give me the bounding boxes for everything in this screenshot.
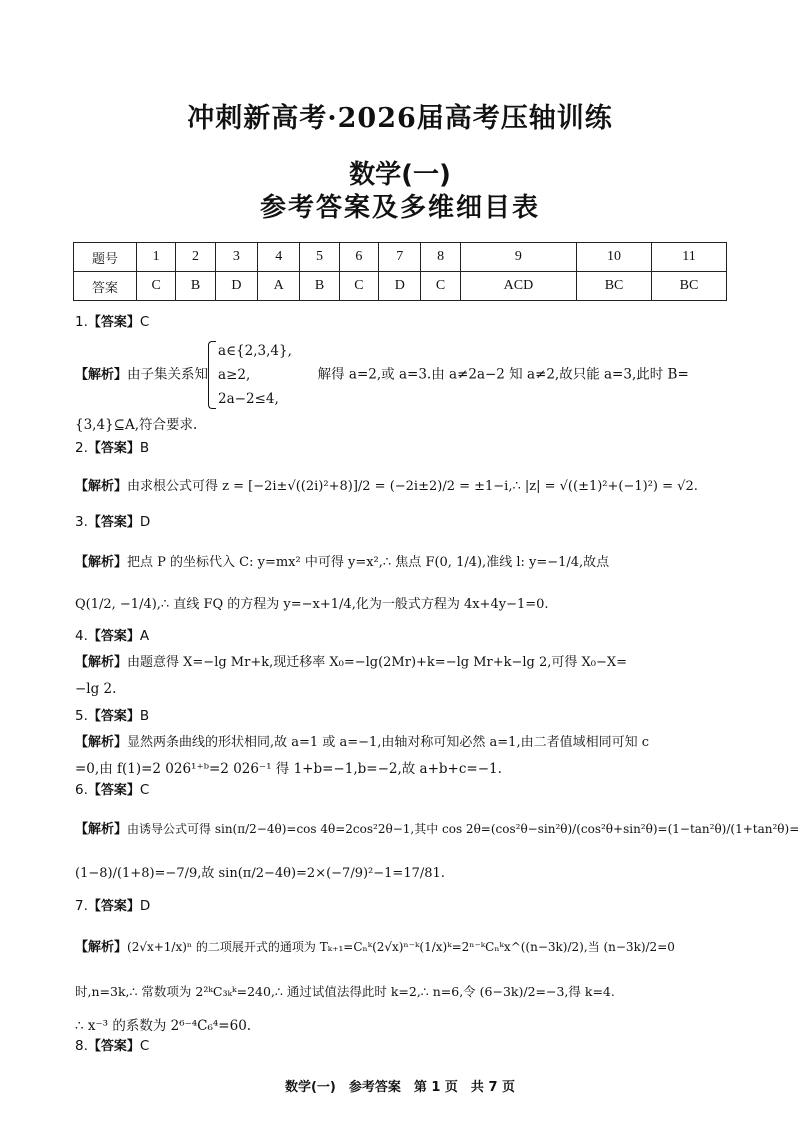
- answer-line: 4.【答案】A: [75, 628, 150, 644]
- analysis-line: 时,n=3k,∴ 常数项为 2²ᵏC₃ₖᵏ=240,∴ 通过试值法得此时 k=2,∴ n=6,令 (6−3k)/2=−3,得 k=4.: [75, 984, 615, 999]
- answer-line: 3.【答案】D: [75, 514, 151, 530]
- answer-line: 1.【答案】C: [75, 314, 150, 330]
- analysis-line: =0,由 f(1)=2 026¹⁺ᵇ=2 026⁻¹ 得 1+b=−1,b=−2,故 a+b+c=−1.: [75, 761, 502, 777]
- table-cell: 4: [258, 243, 300, 272]
- analysis-line: 【解析】显然两条曲线的形状相同,故 a=1 或 a=−1,由轴对称可知必然 a=1,由二者值域相同可知 c: [75, 735, 649, 750]
- table-cell: 9: [460, 243, 576, 272]
- table-cell: D: [379, 272, 421, 301]
- answer-line: 6.【答案】C: [75, 782, 150, 798]
- analysis-line: Q(1/2, −1/4),∴ 直线 FQ 的方程为 y=−x+1/4,化为一般式方程为 4x+4y−1=0.: [75, 597, 549, 612]
- table-cell: ACD: [460, 272, 576, 301]
- question-6: [75, 780, 800, 884]
- analysis-line: 【解析】由求根公式可得 z = [−2i±√((2i)²+8)]/2 = (−2i±2)/2 = ±1−i,∴ |z| = √((±1)²+(−1)²) = √2.: [75, 479, 698, 494]
- table-cell: 10: [577, 243, 652, 272]
- answer-table: [73, 242, 727, 301]
- equation-system: a∈{2,3,4}, a≥2, 2a−2≤4,: [208, 339, 292, 411]
- question-2: [75, 438, 735, 497]
- analysis-line: (1−8)/(1+8)=−7/9,故 sin(π/2−4θ)=2×(−7/9)²−1=17/81.: [75, 866, 445, 881]
- question-5: [75, 706, 735, 779]
- table-cell: C: [137, 272, 176, 301]
- analysis-line: 【解析】由题意得 X=−lg Mr+k,现迁移率 X₀=−lg(2Mr)+k=−lg Mr+k−lg 2,可得 X₀−X=: [75, 655, 628, 670]
- subject-title: 数学(一): [349, 160, 451, 190]
- table-cell: 3: [215, 243, 257, 272]
- answer-line: 8.【答案】C: [75, 1038, 150, 1054]
- table-cell: 5: [300, 243, 339, 272]
- answer-line: 7.【答案】D: [75, 898, 151, 914]
- analysis-line: 【解析】把点 P 的坐标代入 C: y=mx² 中可得 y=x²,∴ 焦点 F(0, 1/4),准线 l: y=−1/4,故点: [75, 555, 610, 570]
- question-4: [75, 626, 735, 699]
- table-cell: C: [421, 272, 460, 301]
- table-cell: B: [300, 272, 339, 301]
- question-8: [75, 1036, 735, 1057]
- table-cell: 7: [379, 243, 421, 272]
- table-cell: 6: [339, 243, 378, 272]
- table-cell: 2: [176, 243, 215, 272]
- table-cell: 8: [421, 243, 460, 272]
- table-cell: A: [258, 272, 300, 301]
- answer-line: 5.【答案】B: [75, 708, 150, 724]
- analysis-line: −lg 2.: [75, 681, 117, 697]
- document-title: 冲刺新高考·2026届高考压轴训练: [187, 103, 613, 134]
- page-footer: 数学(一) 参考答案 第 1 页 共 7 页: [284, 1080, 516, 1095]
- table-cell: 11: [652, 243, 727, 272]
- table-row-answers: [74, 272, 727, 301]
- table-cell: 1: [137, 243, 176, 272]
- table-row-numbers: [74, 243, 727, 272]
- table-cell: C: [339, 272, 378, 301]
- analysis-line: 【解析】由诱导公式可得 sin(π/2−4θ)=cos 4θ=2cos²2θ−1,其中 cos 2θ=(cos²θ−sin²θ)/(cos²θ+sin²θ)=(1−tan²θ)/(1+tan²θ)=: [75, 822, 800, 837]
- table-cell: BC: [652, 272, 727, 301]
- analysis-line: ∴ x⁻³ 的系数为 2⁶⁻⁴C₆⁴=60.: [75, 1018, 252, 1034]
- table-cell: D: [215, 272, 257, 301]
- analysis-line: 【解析】由子集关系知 a∈{2,3,4}, a≥2, 2a−2≤4, 解得 a=2,或 a=3.由 a≠2a−2 知 a≠2,故只能 a=3,此时 B=: [75, 339, 735, 411]
- table-cell: B: [176, 272, 215, 301]
- answer-line: 2.【答案】B: [75, 440, 150, 456]
- row-label-number: 题号: [74, 243, 137, 272]
- table-cell: BC: [577, 272, 652, 301]
- analysis-line: 【解析】(2√x+1/x)ⁿ 的二项展开式的通项为 Tₖ₊₁=Cₙᵏ(2√x)ⁿ⁻ᵏ(1/x)ᵏ=2ⁿ⁻ᵏCₙᵏx^((n−3k)/2),当 (n−3k)/2=0: [75, 940, 675, 955]
- row-label-answer: 答案: [74, 272, 137, 301]
- question-7: [75, 896, 735, 1036]
- question-3: [75, 512, 735, 615]
- document-subtitle: 参考答案及多维细目表: [259, 193, 540, 223]
- analysis-line: {3,4}⊆A,符合要求.: [75, 417, 198, 433]
- question-1: [75, 312, 735, 435]
